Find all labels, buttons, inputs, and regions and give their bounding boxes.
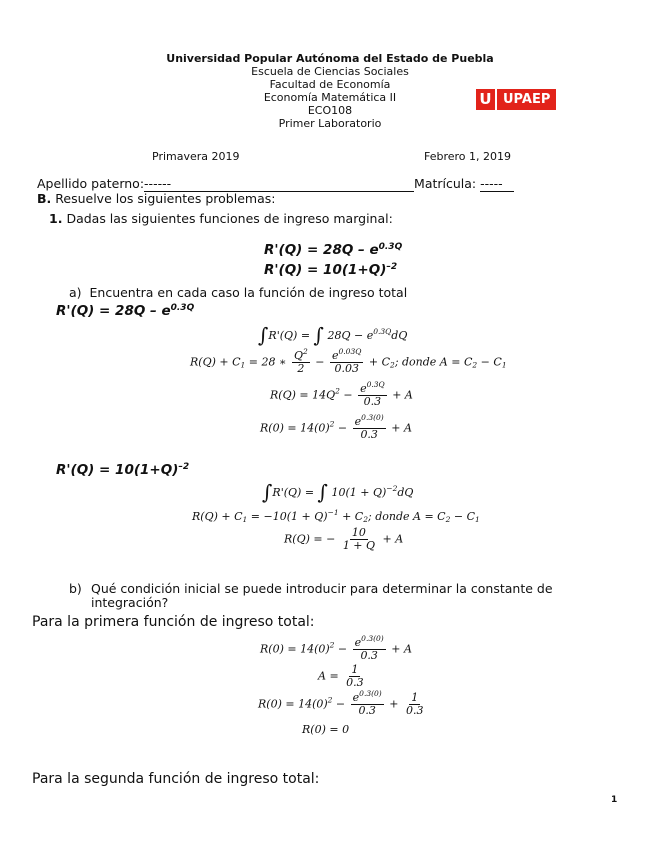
surname-value: ------ bbox=[144, 176, 414, 192]
school-name: Escuela de Ciencias Sociales bbox=[251, 65, 409, 78]
problem-text: Dadas las siguientes funciones de ingreso marginal: bbox=[66, 211, 393, 226]
subheading-function-2: $R'(Q) = 10(1+Q)^{-2}$ bbox=[56, 462, 190, 478]
surname-label: Apellido paterno: bbox=[37, 176, 145, 191]
problem-1 bbox=[49, 211, 393, 226]
university-name: Universidad Popular Autónoma del Estado de Puebla bbox=[166, 52, 494, 65]
problem-number: 1. bbox=[49, 211, 63, 226]
part-b-label: b) bbox=[69, 581, 82, 596]
section-text: Resuelve los siguientes problemas: bbox=[55, 191, 276, 206]
part-a bbox=[69, 285, 407, 300]
matricula-label: Matrícula: bbox=[414, 176, 477, 191]
integral-eq-1: ∫R'(Q) = ∫ $28Q - e^{0.3Q}dQ$ bbox=[258, 323, 408, 347]
upaep-logo bbox=[476, 89, 556, 110]
total-revenue-2: R(Q) = − $\frac{10}{1 + Q}$ + A bbox=[284, 526, 404, 552]
course-name: Economía Matemática II bbox=[263, 91, 397, 104]
constant-value: A = $\frac{1}{0.3}$ bbox=[318, 663, 364, 689]
date: Febrero 1, 2019 bbox=[424, 150, 512, 163]
matricula-value: ----- bbox=[480, 176, 514, 192]
section-heading bbox=[37, 191, 275, 206]
given-function-1: $R'(Q) = 28Q - e^{0.3Q}$ bbox=[264, 242, 403, 258]
first-total-heading: Para la primera función de ingreso total: bbox=[32, 614, 315, 630]
total-revenue-1: $R(Q) = 14Q^2$ − $\frac{e^{0.3Q}}{0.3}$ + A bbox=[270, 380, 413, 408]
term: Primavera 2019 bbox=[152, 150, 240, 163]
faculty-name: Facultad de Economía bbox=[269, 78, 391, 91]
lab-title: Primer Laboratorio bbox=[278, 117, 382, 130]
part-a-label: a) bbox=[69, 285, 82, 300]
initial-condition-eq: $R(0) = 14(0)^2$ − $\frac{e^{0.3(0)}}{0.3}$ + A bbox=[260, 634, 412, 662]
section-letter: B. bbox=[37, 191, 52, 206]
logo-text: UPAEP bbox=[497, 89, 556, 110]
course-code: ECO108 bbox=[307, 104, 353, 117]
integral-result-2: $R(Q) + C_1 = -10(1 + Q)^{-1} + C_2$; donde $A = C_2 - C_1$ bbox=[192, 508, 480, 524]
initial-value-1: $R(0) = 14(0)^2$ − $\frac{e^{0.3(0)}}{0.3}$ + A bbox=[260, 413, 412, 441]
substituted-eq: $R(0) = 14(0)^2$ − $\frac{e^{0.3(0)}}{0.3}$ + $\frac{1}{0.3}$ bbox=[258, 689, 424, 717]
integral-result-1: $R(Q) + C_1 = 28$ ∗ $\frac{Q^2}{2}$ − $\frac{e^{0.03Q}}{0.03}$ + $C_2$; donde $A = C_2 - C_1$ bbox=[190, 347, 507, 375]
result-zero: R(0) = 0 bbox=[302, 723, 350, 736]
surname-field bbox=[37, 176, 514, 192]
logo-letter: U bbox=[476, 89, 495, 110]
given-function-2: $R'(Q) = 10(1+Q)^{-2}$ bbox=[264, 262, 398, 278]
subheading-function-1: $R'(Q) = 28Q - e^{0.3Q}$ bbox=[56, 303, 195, 319]
part-b bbox=[69, 582, 589, 610]
second-total-heading: Para la segunda función de ingreso total: bbox=[32, 771, 320, 787]
part-b-text: Qué condición inicial se puede introducir para determinar la constante de integración? bbox=[91, 581, 553, 610]
integral-eq-2: ∫R'(Q) = ∫ $10(1 + Q)^{-2}dQ$ bbox=[262, 480, 414, 504]
page-number: 1 bbox=[611, 795, 618, 805]
part-a-text: Encuentra en cada caso la función de ingreso total bbox=[89, 285, 408, 300]
